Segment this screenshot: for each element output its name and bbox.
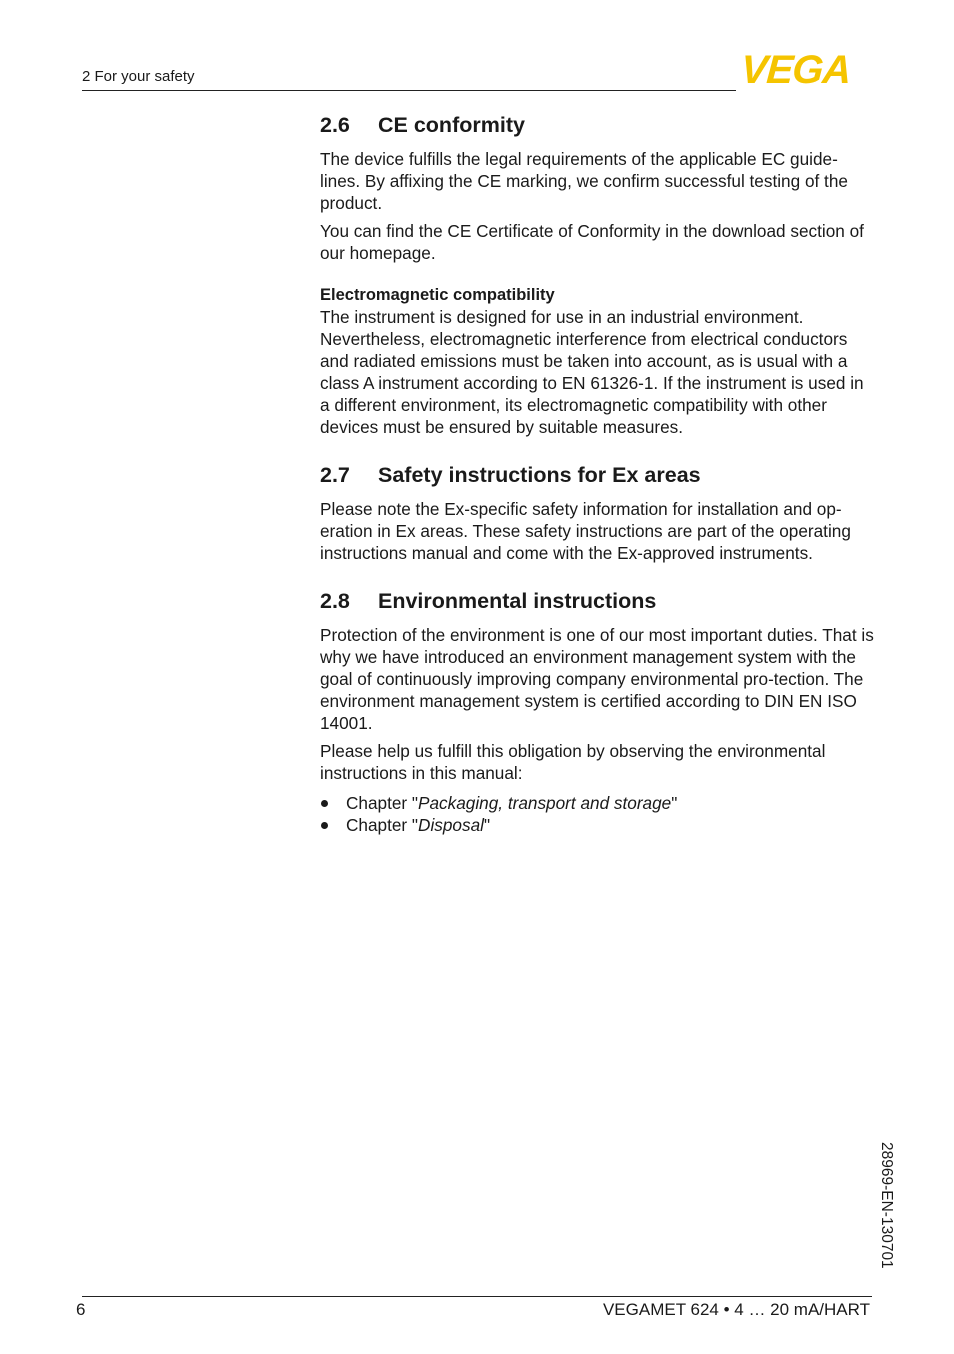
header-divider (82, 90, 736, 91)
section-number: 2.6 (320, 113, 350, 137)
page-number: 6 (76, 1300, 86, 1319)
spacer (320, 270, 876, 284)
bullet-suffix: " (483, 815, 491, 835)
chapter-reference: Packaging, transport and storage (418, 793, 672, 813)
list-item (320, 792, 876, 814)
section-title: CE conformity (378, 113, 525, 137)
document-code: 28969-EN-130701 (878, 1142, 895, 1269)
section-ce-conformity (320, 108, 876, 438)
paragraph: Please help us fulfill this obligation by observing the environmental instructions in this manual: (320, 741, 826, 783)
vega-logo: VEGA (739, 48, 852, 92)
bullet-prefix: Chapter " (346, 815, 419, 835)
section-number: 2.7 (320, 463, 350, 487)
running-header: 2 For your safety (82, 68, 195, 85)
bullet-suffix: " (671, 793, 678, 813)
footer-document-title: VEGAMET 624 • 4 … 20 mA/HART (602, 1300, 870, 1319)
section-heading (320, 458, 876, 492)
footer-divider (82, 1296, 872, 1297)
chapter-reference: Disposal (418, 815, 484, 835)
section-heading (320, 584, 876, 618)
section-environmental (320, 584, 876, 836)
page-content (320, 108, 876, 836)
subheading: Electromagnetic compatibility (320, 286, 555, 304)
paragraph: The instrument is designed for use in an industrial environment. Nevertheless, electromagnetic interference from electrical conductors and radiated emissions must be taken into account, as is usual with a class A instrument according to EN 61326-1. If the instrument is used in a different environment, its electromagnetic compatibility with other devices must be ensured by suitable measures. (320, 307, 864, 437)
paragraph: Please note the Ex-specific safety information for installation and op-eration in Ex areas. These safety instructions are part of the operating instructions manual and come with the Ex-approved instruments. (320, 499, 851, 563)
paragraph: You can find the CE Certificate of Conformity in the download section of our homepage. (320, 221, 864, 263)
bullet-prefix: Chapter " (346, 793, 419, 813)
section-title: Safety instructions for Ex areas (378, 463, 701, 487)
section-heading (320, 108, 876, 142)
bullet-list (320, 792, 876, 836)
paragraph: The device fulfills the legal requirements of the applicable EC guide-lines. By affixing the CE marking, we confirm successful testing of the product. (320, 149, 848, 213)
section-title: Environmental instructions (378, 589, 657, 613)
paragraph: Protection of the environment is one of our most important duties. That is why we have introduced an environment management system with the goal of continuously improving company environmental pro-tection. The environment management system is certified according to DIN EN ISO 14001. (320, 625, 874, 733)
list-item (320, 814, 876, 836)
section-number: 2.8 (320, 589, 350, 613)
section-ex-areas (320, 458, 876, 564)
